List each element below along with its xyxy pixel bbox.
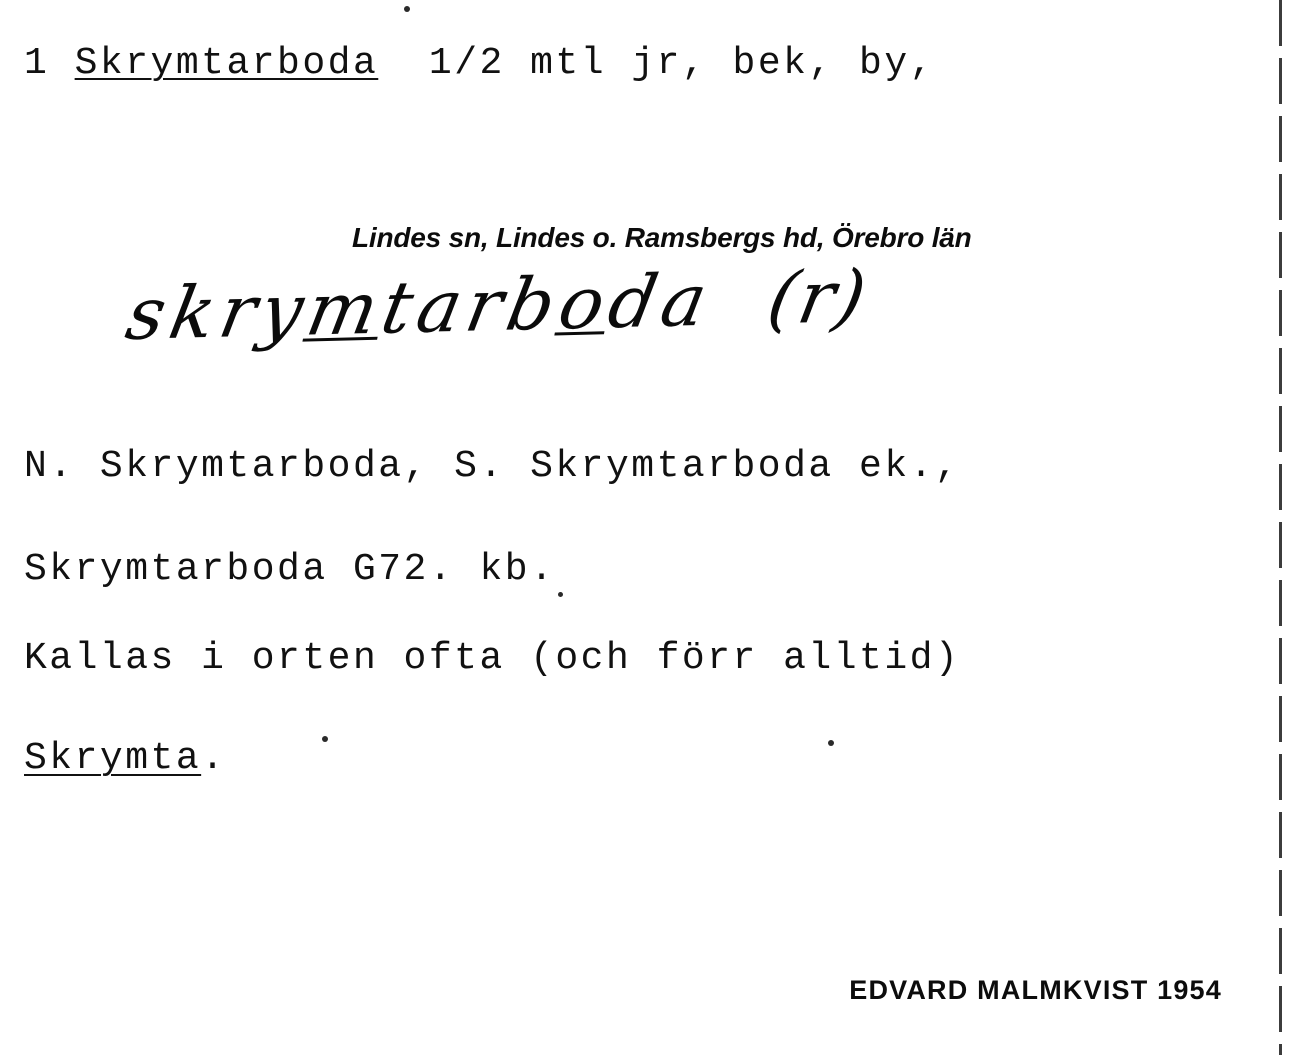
parish-district-county: Lindes sn, Lindes o. Ramsbergs hd, Örebro län — [352, 222, 972, 253]
scan-speck-3 — [828, 740, 834, 746]
collector-signature: EDVARD MALMKVIST 1954 — [849, 975, 1222, 1005]
handwritten-part-1: skry — [120, 267, 317, 356]
scan-speck-4 — [558, 592, 563, 597]
scan-speck-1 — [404, 6, 410, 12]
body-line-2: Skrymtarboda G72. kb. — [24, 548, 556, 591]
place-attributes: 1/2 mtl jr, bek, by, — [428, 42, 935, 85]
handwritten-part-3: da — [602, 257, 720, 345]
final-term: Skrymta — [24, 737, 202, 780]
body-line-1: N. Skrymtarboda, S. Skrymtarboda ek., — [24, 445, 961, 488]
handwritten-underlined-m: m — [300, 265, 391, 352]
handwritten-source-tag: (r) — [761, 254, 875, 341]
final-punctuation: . — [201, 737, 227, 780]
handwritten-pronunciation — [120, 254, 874, 356]
card-heading — [24, 42, 935, 85]
handwritten-part-2: tarb — [375, 261, 569, 350]
scan-speck-2 — [322, 736, 328, 742]
body-line-3: Kallas i orten ofta (och förr alltid) — [24, 637, 961, 680]
place-name: Skrymtarboda — [74, 42, 379, 85]
heading-space-2 — [378, 42, 429, 85]
heading-space — [49, 42, 74, 85]
entry-index: 1 — [24, 42, 50, 85]
body-line-4 — [24, 737, 226, 780]
handwritten-marked-o: o — [552, 260, 618, 346]
scan-edge-artifact — [1279, 0, 1282, 1055]
